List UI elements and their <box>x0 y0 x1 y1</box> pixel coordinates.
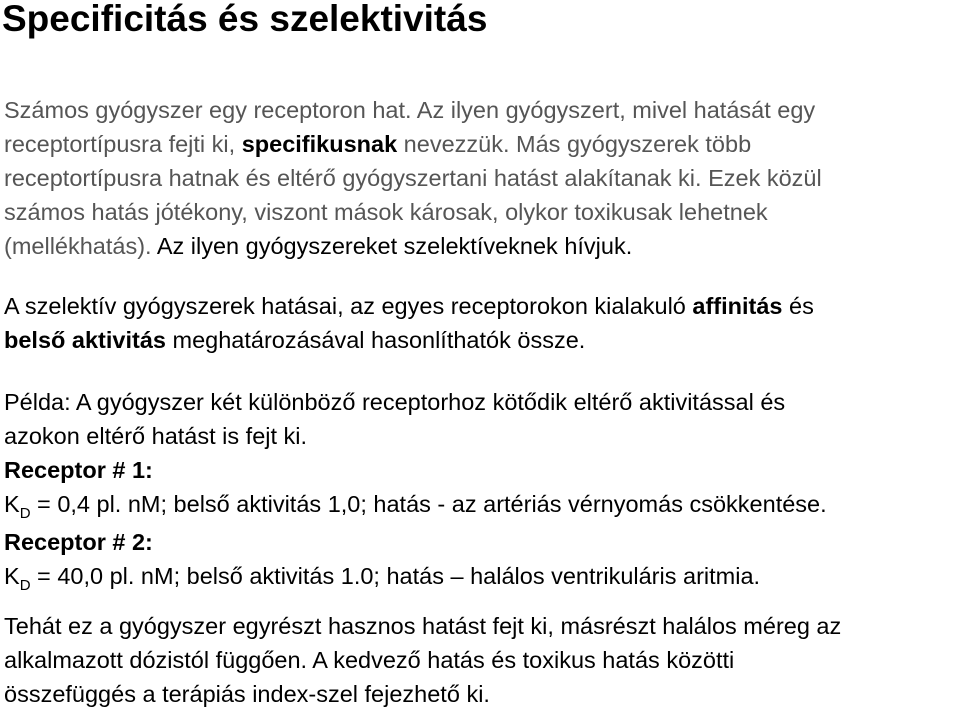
receptor-2-k: K <box>4 563 20 589</box>
receptor-1-values: = 0,4 pl. nM; belső aktivitás 1,0; hatás - az artériás vérnyomás csökkentése. <box>30 491 827 517</box>
slide-title: Specificitás és szelektivitás <box>2 0 488 39</box>
receptor-1-k: K <box>4 491 20 517</box>
receptor-1-heading: Receptor # 1: <box>4 457 153 483</box>
receptor-2-k-subscript: D <box>19 577 31 594</box>
para3-line-2: azokon eltérő hatást is fejt ki. <box>4 423 308 449</box>
paragraph-example <box>4 385 960 597</box>
receptor-2-heading: Receptor # 2: <box>4 529 153 555</box>
para2-line-1-start: A szelektív gyógyszerek hatásai, az egyes receptorokon kialakuló <box>4 293 693 319</box>
para4-line-1: Tehát ez a gyógyszer egyrészt hasznos hatást fejt ki, másrészt halálos méreg az <box>4 613 842 639</box>
receptor-1-details <box>4 487 960 525</box>
receptor-2-values: = 40,0 pl. nM; belső aktivitás 1.0; hatás – halálos ventrikuláris aritmia. <box>30 563 761 589</box>
paragraph-specificity <box>4 93 960 263</box>
para2-line-2-end: meghatározásával hasonlíthatók össze. <box>165 327 586 353</box>
para2-line-1 <box>4 289 960 323</box>
para1-line-2-start: receptortípusra fejti ki, <box>4 131 242 157</box>
para2-line-2 <box>4 323 960 357</box>
para1-line-4: számos hatás jótékony, viszont mások károsak, olykor toxikusak lehetnek <box>4 199 768 225</box>
receptor-2-details <box>4 559 960 597</box>
para1-line-3: receptortípusra hatnak és eltérő gyógyszertani hatást alakítanak ki. Ezek közül <box>4 165 822 191</box>
para2-line-1-end: és <box>782 293 814 319</box>
para1-line-5 <box>4 229 960 263</box>
paragraph-conclusion <box>4 609 960 711</box>
selective-sentence: Az ilyen gyógyszereket szelektíveknek hívjuk. <box>156 233 633 259</box>
intrinsic-activity-term: belső aktivitás <box>4 327 166 353</box>
para3-line-1: Példa: A gyógyszer két különböző receptorhoz kötődik eltérő aktivitással és <box>4 389 786 415</box>
para4-line-2: alkalmazott dózistól függően. A kedvező hatás és toxikus hatás közötti <box>4 647 735 673</box>
para1-line-2 <box>4 127 960 161</box>
specific-term: specifikusnak <box>241 131 398 157</box>
affinity-term: affinitás <box>692 293 783 319</box>
receptor-1-k-subscript: D <box>19 505 31 522</box>
paragraph-comparison <box>4 289 960 357</box>
para1-line-2-end: nevezzük. Más gyógyszerek több <box>397 131 752 157</box>
para1-line-1: Számos gyógyszer egy receptoron hat. Az ilyen gyógyszert, mivel hatását egy <box>4 97 816 123</box>
para4-line-3: összefüggés a terápiás index-szel fejezhető ki. <box>4 681 490 707</box>
para1-line-5-start: (mellékhatás). <box>4 233 157 259</box>
